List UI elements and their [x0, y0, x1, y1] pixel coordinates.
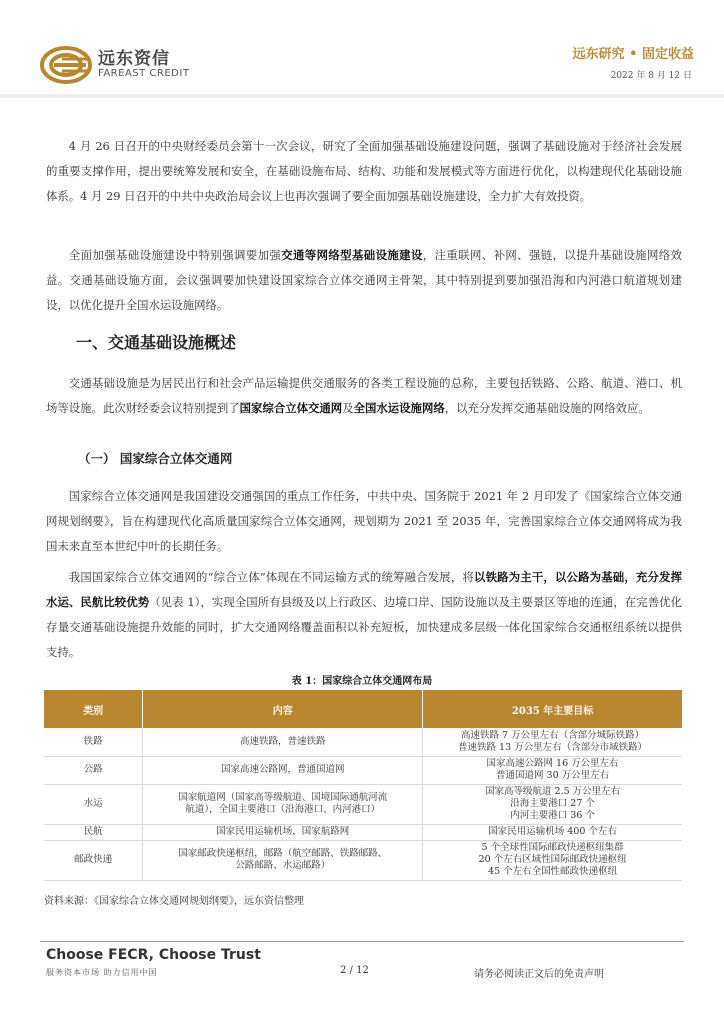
- report-type: 远东研究 • 固定收益: [572, 47, 694, 62]
- table-row: [44, 784, 682, 824]
- table-header-content: 内容: [143, 690, 423, 728]
- cell-line: 国家高速公路网 16 万公里左右: [486, 758, 619, 769]
- cell-line: 国家民用运输机场 400 个左右: [488, 826, 617, 837]
- fareast-logo-icon: [40, 45, 96, 85]
- cell-line: 国家航道网（国家高等级航道、国境国际通航河流: [178, 792, 388, 803]
- paragraph-2: [46, 243, 682, 318]
- table-source-note: 资料来源：《国家综合立体交通网规划纲要》，远东资信整理: [44, 896, 304, 907]
- paragraph-5-text-a: 我国国家综合立体交通网的“综合立体”体现在不同运输方式的统筹融合发展，将: [68, 570, 474, 584]
- paragraph-3-emphasis-1: 国家综合立体交通网: [239, 401, 343, 415]
- cell-line: 5 个全球性国际邮政快递枢纽集群: [481, 842, 624, 853]
- paragraph-2-text-c: ，注重联网、补网、强链，以提升基础设施网络效益。交通基础设施方面，会议强调要加快建设国家综合立体交通网主骨架，其中特别提到要加强沿海和内河港口航道规划建设，以优化提升全国水运设施网络。: [46, 248, 682, 312]
- cell-line: 内河主要港口 36 个: [510, 810, 595, 821]
- table-cell-target: [423, 840, 682, 880]
- cell-line: 沿海主要港口 27 个: [510, 798, 595, 809]
- paragraph-3-text-a: 交通基础设施是为居民出行和社会产品运输提供交通服务的各类工程设施的总称，主要包括铁路、公路、航道、港口、机场等设施。此次财经委会议特别提到了: [46, 376, 682, 415]
- paragraph-2-text-a: 全面加强基础设施建设中特别强调要加强: [68, 248, 282, 262]
- table-header-row: [44, 690, 682, 728]
- table-cell-category: 水运: [44, 784, 143, 824]
- header-divider: [0, 94, 724, 98]
- table-cell-target: [423, 784, 682, 824]
- table-cell-content: [143, 840, 423, 880]
- cell-line: 国家高速公路网，普通国道网: [220, 764, 345, 775]
- table-row: [44, 840, 682, 880]
- cell-line: 航道），全国主要港口（沿海港口、内河港口）: [185, 804, 381, 815]
- brand-name-en: FAREAST CREDIT: [98, 68, 190, 79]
- cell-line: 高速铁路，普速铁路: [239, 735, 326, 747]
- paragraph-4: 国家综合立体交通网是我国建设交通强国的重点工作任务，中共中央、国务院于 2021 年 2 月印发了《国家综合立体交通网规划纲要》，旨在构建现代化高质量国家综合立体交通网，规划期为 2021 至 2035 年，完善国家综合立体交通网将成为我国未来直至本世纪中叶的长期任务。: [46, 489, 682, 553]
- transport-network-table: [44, 690, 682, 881]
- table-cell-content: [143, 728, 423, 756]
- paragraph-5: [46, 565, 682, 665]
- table-row: [44, 824, 682, 840]
- table-title: 表 1：国家综合立体交通网布局: [291, 676, 433, 687]
- cell-line: 20 个左右区域性国际邮政快递枢纽: [478, 854, 627, 865]
- paragraph-3-emphasis-2: 全国水运设施网络: [353, 401, 445, 415]
- cell-line: 国家邮政快递枢纽，邮路（航空邮路、铁路邮路、: [178, 848, 388, 859]
- footer-slogan: Choose FECR, Choose Trust: [46, 947, 261, 963]
- paragraph-5-table-ref: （见表 1）: [149, 595, 201, 609]
- page-header: [0, 0, 724, 96]
- table-cell-content: [143, 756, 423, 784]
- table-cell-category: 邮政快递: [44, 840, 143, 880]
- table-cell-target: [423, 756, 682, 784]
- paragraph-1: 4 月 26 日召开的中央财经委员会第十一次会议，研究了全面加强基础设施建设问题，强调了基础设施对于经济社会发展的重要支撑作用，提出要统筹发展和安全，在基础设施布局、结构、功能和发展模式等方面进行优化，以构建现代化基础设施体系。4 月 29 日召开的中共中央政治局会议上也再次强调了要全面加强基础设施建设，全力扩大有效投资。: [46, 139, 682, 203]
- table-cell-content: [143, 824, 423, 840]
- page-number: 2 / 12: [340, 965, 369, 976]
- table-cell-target: [423, 728, 682, 756]
- cell-line: 普通国道网 30 万公里左右: [496, 770, 610, 781]
- brand-name-cn: 远东资信: [98, 49, 170, 69]
- cell-line: 普速铁路 13 万公里左右（含部分市域铁路）: [458, 741, 648, 753]
- table-cell-category: 民航: [44, 824, 143, 840]
- footer-disclaimer: 请务必阅读正文后的免责声明: [474, 969, 604, 980]
- cell-line: 公路邮路、水运邮路）: [235, 860, 331, 871]
- section-heading-1: 一、交通基础设施概述: [76, 333, 237, 352]
- table-cell-content: [143, 784, 423, 824]
- cell-line: 国家高等级航道 2.5 万公里左右: [485, 786, 621, 797]
- paragraph-3: [46, 371, 682, 421]
- footer-divider: [40, 941, 684, 942]
- paragraph-2-emphasis: 交通等网络型基础设施建设: [281, 248, 423, 262]
- paragraph-3-text-e: ，以充分发挥交通基础设施的网络效应。: [444, 401, 650, 415]
- paragraph-3-text-c: 及: [342, 401, 354, 415]
- cell-line: 高速铁路 7 万公里左右（含部分城际铁路）: [461, 729, 645, 741]
- paragraph-5-text-d: ，实现全国所有县级及以上行政区、边境口岸、国防设施以及主要景区等地的连通，在完善优化存量交通基础设施提升效能的同时，扩大交通网络覆盖面积以补充短板，加快建成多层级一体化国家综合交通枢纽系统以提供支持。: [46, 595, 682, 659]
- footer-slogan-sub: 服务资本市场 助力信用中国: [46, 968, 158, 977]
- cell-line: 45 个左右全国性邮政快递枢纽: [488, 866, 618, 877]
- table-header-target: 2035 年主要目标: [423, 690, 682, 728]
- table-row: [44, 728, 682, 756]
- table-header-category: 类别: [44, 690, 143, 728]
- cell-line: 国家民用运输机场，国家航路网: [216, 826, 350, 837]
- paragraph-5-emphasis: 以铁路为主干，以公路为基础，充分发挥水运、民航比较优势: [46, 570, 682, 609]
- subsection-heading-1: （一） 国家综合立体交通网: [78, 451, 233, 466]
- table-row: [44, 756, 682, 784]
- table-cell-category: 公路: [44, 756, 143, 784]
- table-cell-target: [423, 824, 682, 840]
- report-date: 2022 年 8 月 12 日: [610, 71, 692, 81]
- table-cell-category: 铁路: [44, 728, 143, 756]
